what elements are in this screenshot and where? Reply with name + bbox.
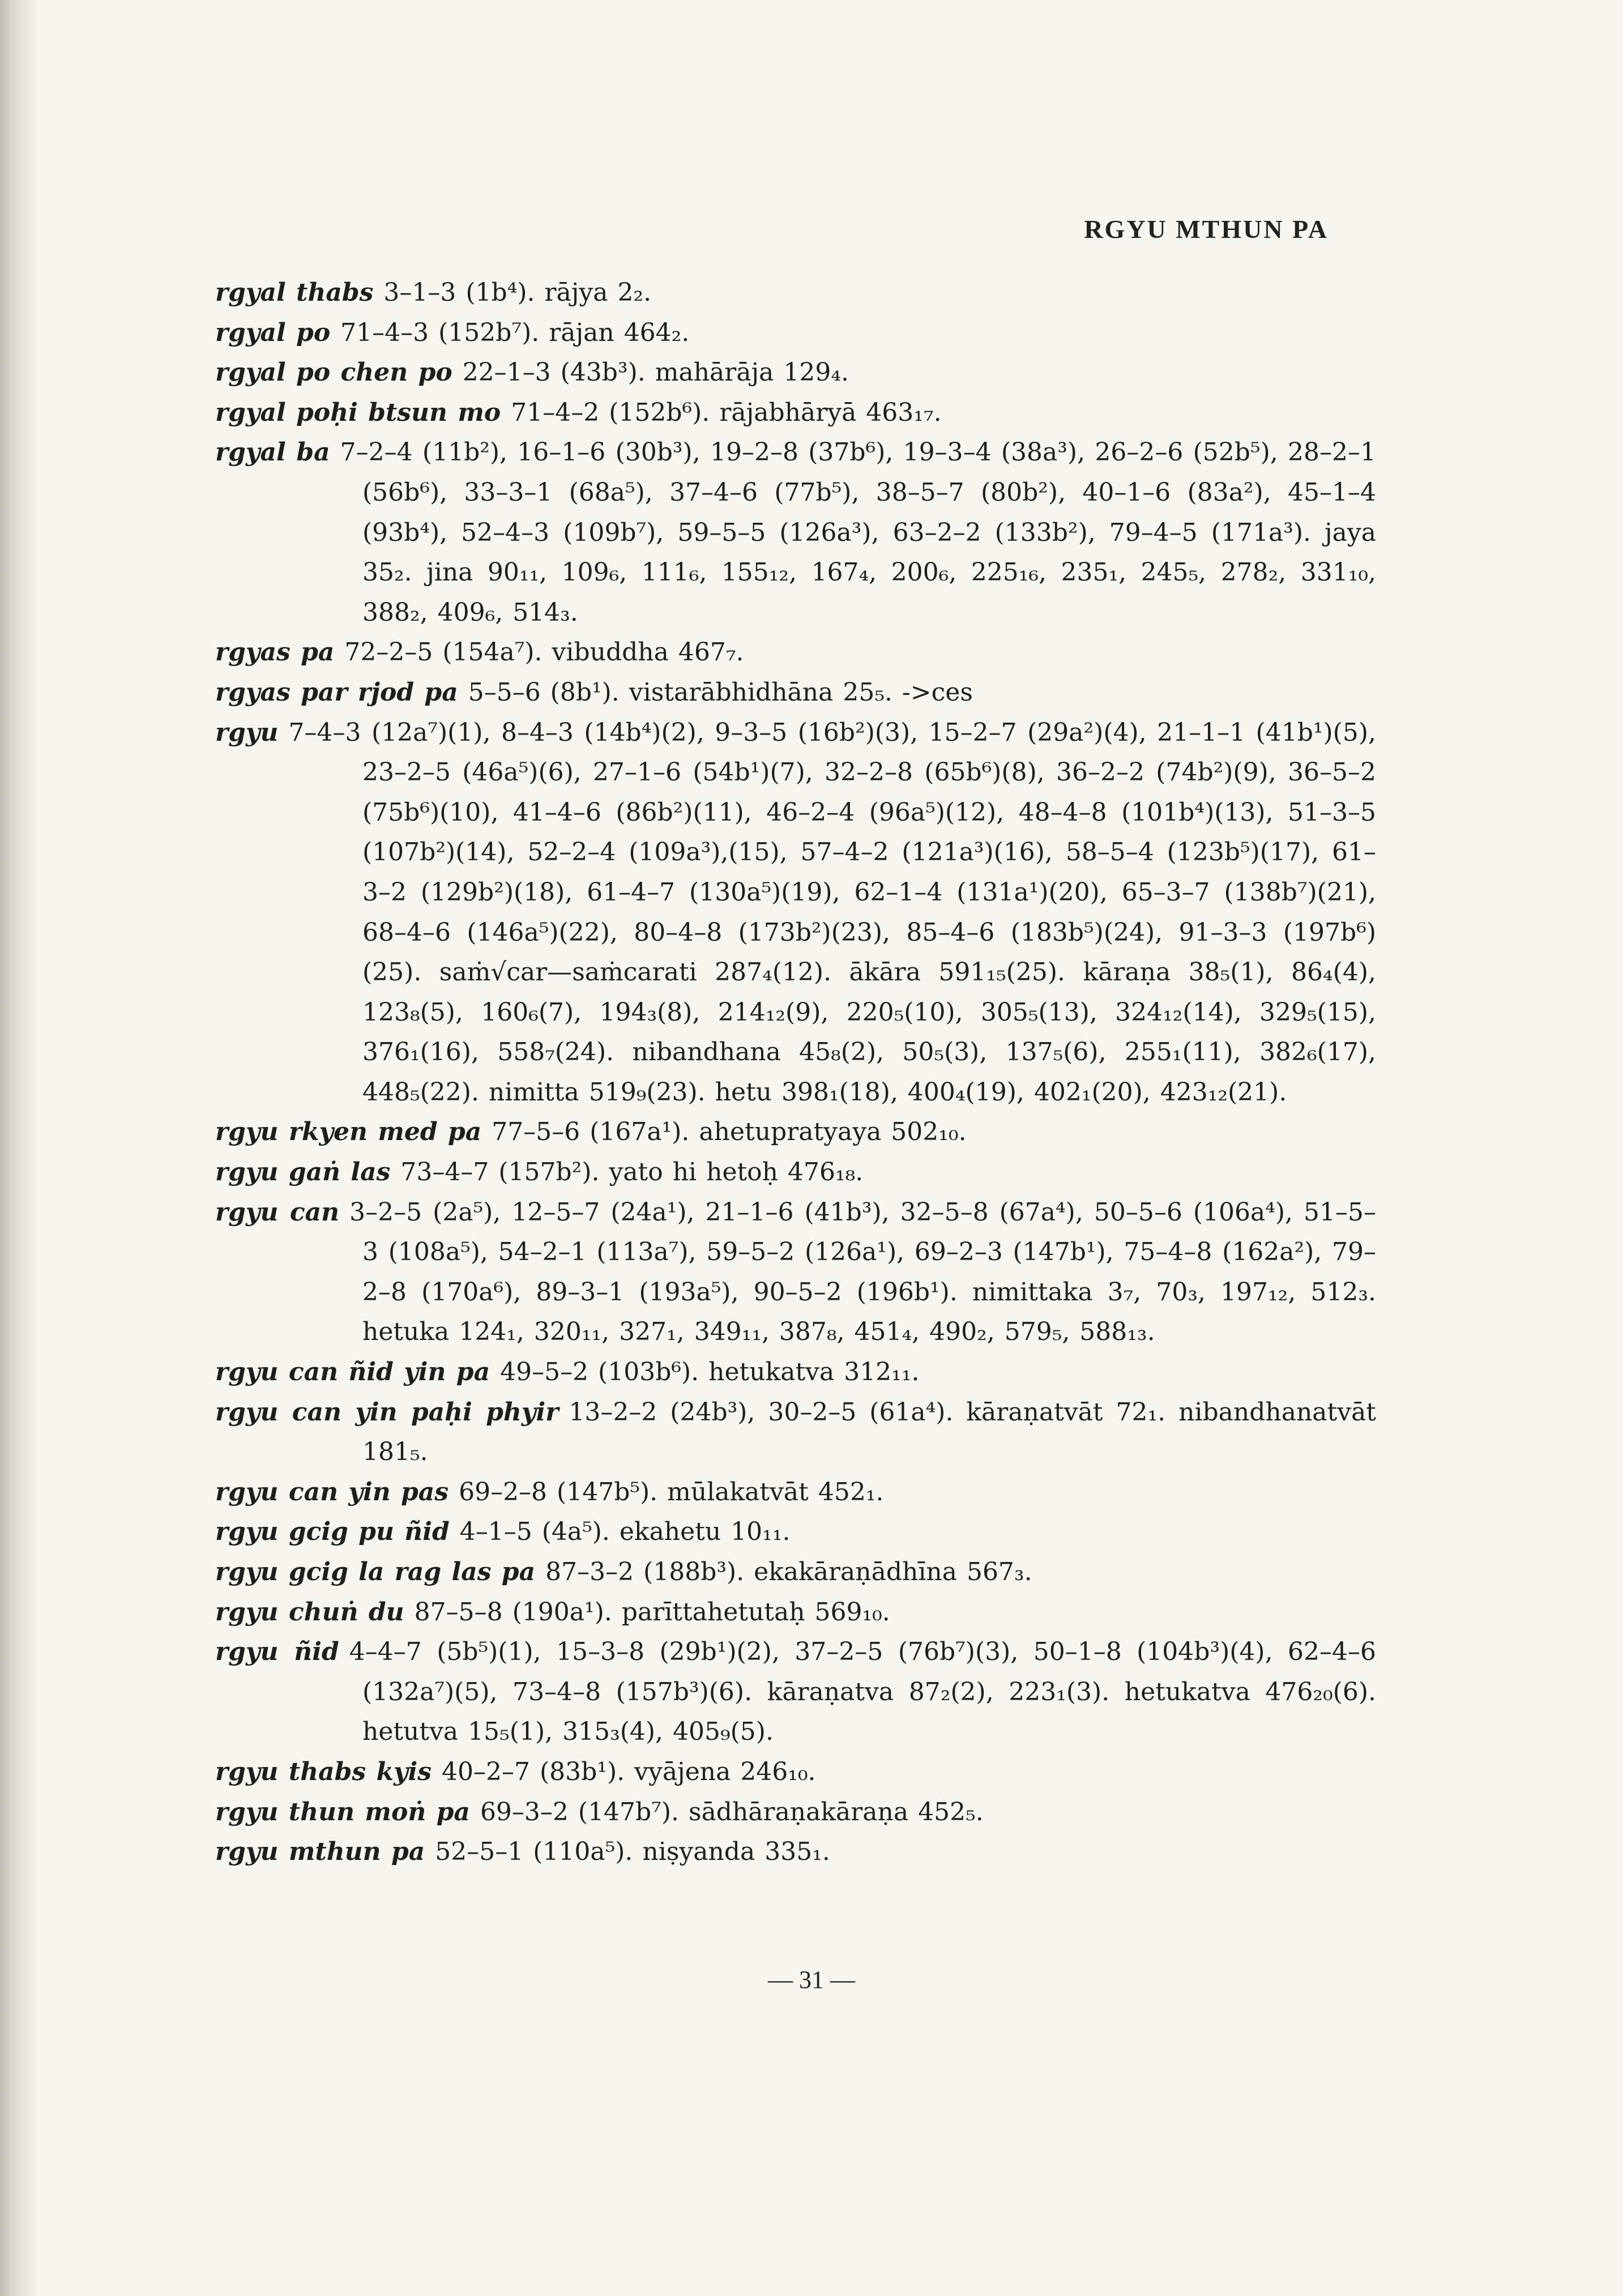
entry-references: 3–1–3 (1b⁴). rājya 2₂. xyxy=(383,278,652,307)
glossary-entry xyxy=(215,433,1386,633)
entry-references: 87–5–8 (190a¹). parīttahetutaḥ 569₁₀. xyxy=(414,1597,890,1627)
entry-references: 87–3–2 (188b³). ekakāraṇādhīna 567₃. xyxy=(545,1557,1032,1586)
glossary-entry xyxy=(215,713,1386,1113)
entry-term: rgyu gcig la rag las pa xyxy=(215,1557,536,1586)
entry-term: rgyu can ñid yin pa xyxy=(215,1358,490,1387)
entry-term: rgyu thun moṅ pa xyxy=(215,1797,470,1826)
entry-term: rgyu thabs kyis xyxy=(215,1757,432,1786)
entry-term: rgyu can yin pas xyxy=(215,1477,449,1507)
glossary-entry xyxy=(215,1512,1376,1552)
entry-term: rgyu can yin paḥi phyir xyxy=(215,1397,559,1427)
entry-references: 3–2–5 (2a⁵), 12–5–7 (24a¹), 21–1–6 (41b³), 32–5–8 (67a⁴), 50–5–6 (106a⁴), 51–5–3 (108a⁵), 54–2–1 (113a⁷), 59–5–2 (126a¹), 69–2–3 (147b¹), 75–4–8 (162a²), 79–2–8 (170a⁶), 89–3–1 (193a⁵), 90–5–2 (196b¹). nimittaka 3₇, 70₃, 197₁₂, 512₃. hetuka 124₁, 320₁₁, 327₁, 349₁₁, 387₈, 451₄, 490₂, 579₅, 588₁₃. xyxy=(349,1197,1386,1347)
glossary-entry xyxy=(215,1832,1376,1872)
entry-term: rgyu xyxy=(215,718,279,747)
entry-references: 71–4–3 (152b⁷). rājan 464₂. xyxy=(340,318,690,347)
glossary-entry xyxy=(215,1352,1376,1393)
entry-references: 22–1–3 (43b³). mahārāja 129₄. xyxy=(462,358,849,387)
entry-references: 40–2–7 (83b¹). vyājena 246₁₀. xyxy=(442,1757,816,1786)
entry-term: rgyu rkyen med pa xyxy=(215,1117,482,1147)
entry-references: 72–2–5 (154a⁷). vibuddha 467₇. xyxy=(344,638,744,667)
glossary-entry xyxy=(215,313,1376,353)
entry-term: rgyas pa xyxy=(215,638,335,667)
glossary-entry xyxy=(215,1793,1376,1833)
entry-term: rgyu gcig pu ñid xyxy=(215,1517,450,1547)
glossary-entry xyxy=(215,1593,1376,1633)
entry-term: rgyal ba xyxy=(215,438,330,467)
glossary-entry xyxy=(215,1193,1386,1352)
glossary-entry xyxy=(215,1393,1386,1473)
glossary-entry xyxy=(215,273,1376,313)
entry-term: rgyu ñid xyxy=(215,1637,339,1667)
entry-references: 7–2–4 (11b²), 16–1–6 (30b³), 19–2–8 (37b⁶), 19–3–4 (38a³), 26–2–6 (52b⁵), 28–2–1 (56b⁶), 33–3–1 (68a⁵), 37–4–6 (77b⁵), 38–5–7 (80b²), 40–1–6 (83a²), 45–1–4 (93b⁴), 52–4–3 (109b⁷), 59–5–5 (126a³), 63–2–2 (133b²), 79–4–5 (171a³). jaya 35₂. jina 90₁₁, 109₆, 111₆, 155₁₂, 167₄, 200₆, 225₁₆, 235₁, 245₅, 278₂, 331₁₀, 388₂, 409₆, 514₃. xyxy=(340,438,1386,627)
entry-references: 71–4–2 (152b⁶). rājabhāryā 463₁₇. xyxy=(511,398,942,427)
glossary-entry xyxy=(215,1473,1376,1513)
running-head: RGYU MTHUN PA xyxy=(1084,215,1329,244)
entry-references: 4–4–7 (5b⁵)(1), 15–3–8 (29b¹)(2), 37–2–5 (76b⁷)(3), 50–1–8 (104b³)(4), 62–4–6 (132a⁷)(5), 73–4–8 (157b³)(6). kāraṇatva 87₂(2), 223₁(3). hetukatva 476₂₀(6). hetutva 15₅(1), 315₃(4), 405₉(5). xyxy=(349,1637,1386,1747)
entry-term: rgyal poḥi btsun mo xyxy=(215,398,501,427)
glossary-entry xyxy=(215,353,1376,393)
glossary-entry xyxy=(215,673,1376,713)
entry-term: rgyal po xyxy=(215,318,331,347)
entry-references: 5–5–6 (8b¹). vistarābhidhāna 25₅. ->ces xyxy=(468,677,973,707)
entry-term: rgyal thabs xyxy=(215,278,374,307)
entry-term: rgyu mthun pa xyxy=(215,1837,425,1867)
glossary-entry xyxy=(215,1632,1386,1752)
glossary-entry xyxy=(215,393,1376,433)
glossary-entry xyxy=(215,1552,1376,1593)
glossary-entry xyxy=(215,633,1376,673)
entry-references: 7–4–3 (12a⁷)(1), 8–4–3 (14b⁴)(2), 9–3–5 (16b²)(3), 15–2–7 (29a²)(4), 21–1–1 (41b¹)(5), 23–2–5 (46a⁵)(6), 27–1–6 (54b¹)(7), 32–2–8 (65b⁶)(8), 36–2–2 (74b²)(9), 36–5–2 (75b⁶)(10), 41–4–6 (86b²)(11), 46–2–4 (96a⁵)(12), 48–4–8 (101b⁴)(13), 51–3–5 (107b²)(14), 52–2–4 (109a³),(15), 57–4–2 (121a³)(16), 58–5–4 (123b⁵)(17), 61–3–2 (129b²)(18), 61–4–7 (130a⁵)(19), 62–1–4 (131a¹)(20), 65–3–7 (138b⁷)(21), 68–4–6 (146a⁵)(22), 80–4–8 (173b²)(23), 85–4–6 (183b⁵)(24), 91–3–3 (197b⁶)(25). saṁ√car—saṁcarati 287₄(12). ākāra 591₁₅(25). kāraṇa 38₅(1), 86₄(4), 123₈(5), 160₆(7), 194₃(8), 214₁₂(9), 220₅(10), 305₅(13), 324₁₂(14), 329₅(15), 376₁(16), 558₇(24). nibandhana 45₈(2), 50₅(3), 137₅(6), 255₁(11), 382₆(17), 448₅(22). nimitta 519₉(23). hetu 398₁(18), 400₄(19), 402₁(20), 423₁₂(21). xyxy=(288,718,1386,1107)
glossary-entry xyxy=(215,1112,1376,1153)
entry-term: rgyu chuṅ du xyxy=(215,1597,404,1627)
entry-term: rgyal po chen po xyxy=(215,358,452,387)
glossary-entries xyxy=(215,273,1386,1872)
entry-term: rgyu can xyxy=(215,1197,340,1227)
glossary-entry xyxy=(215,1153,1376,1193)
scan-edge xyxy=(0,0,40,2296)
entry-references: 49–5–2 (103b⁶). hetukatva 312₁₁. xyxy=(500,1358,920,1387)
entry-references: 52–5–1 (110a⁵). niṣyanda 335₁. xyxy=(435,1837,830,1867)
entry-references: 13–2–2 (24b³), 30–2–5 (61a⁴). kāraṇatvāt 72₁. nibandhanatvāt 181₅. xyxy=(362,1397,1386,1467)
entry-references: 77–5–6 (167a¹). ahetupratyaya 502₁₀. xyxy=(492,1117,967,1147)
entry-references: 69–2–8 (147b⁵). mūlakatvāt 452₁. xyxy=(459,1477,884,1507)
glossary-entry xyxy=(215,1752,1376,1793)
entry-references: 73–4–7 (157b²). yato hi hetoḥ 476₁₈. xyxy=(400,1158,864,1187)
page-number: — 31 — xyxy=(768,1966,855,1994)
entry-references: 69–3–2 (147b⁷). sādhāraṇakāraṇa 452₅. xyxy=(480,1797,984,1826)
entry-term: rgyas par rjod pa xyxy=(215,677,458,707)
entry-references: 4–1–5 (4a⁵). ekahetu 10₁₁. xyxy=(459,1517,791,1547)
entry-term: rgyu gaṅ las xyxy=(215,1158,391,1187)
